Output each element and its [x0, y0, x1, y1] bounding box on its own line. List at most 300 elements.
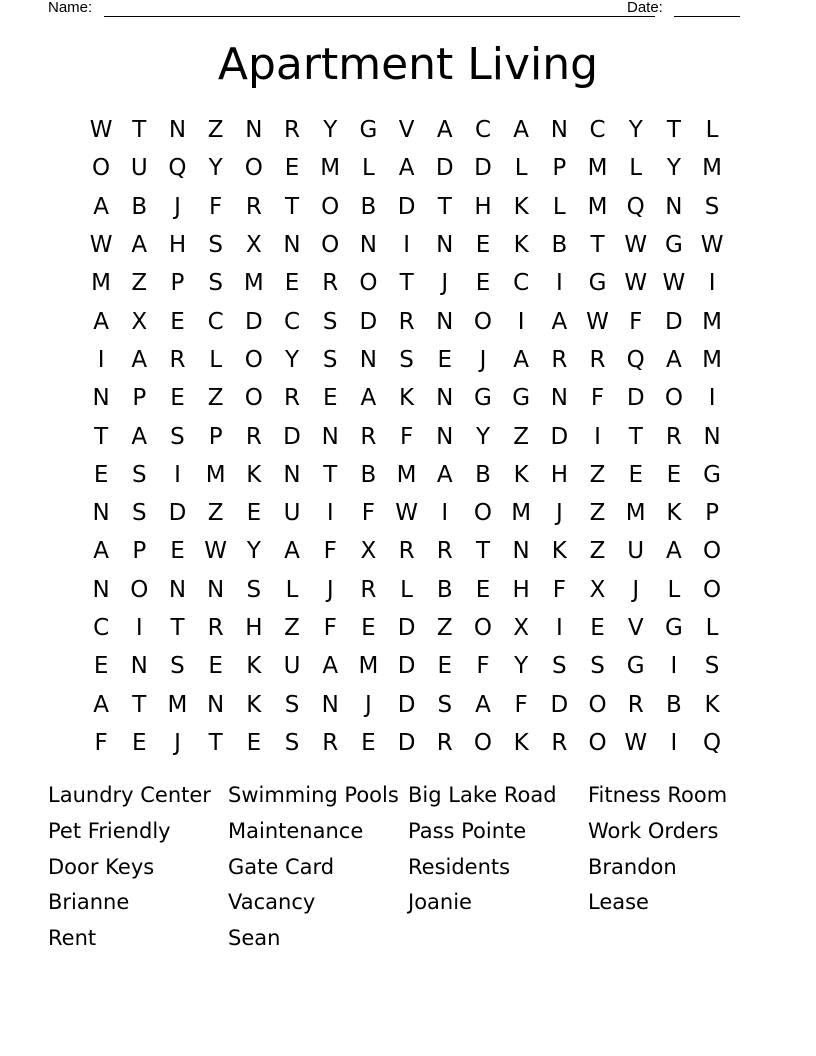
grid-letter[interactable]: C — [284, 308, 301, 335]
grid-letter[interactable]: D — [397, 729, 416, 756]
grid-letter[interactable]: S — [246, 576, 262, 603]
grid-letter[interactable]: Y — [666, 155, 681, 182]
grid-letter[interactable]: Z — [513, 423, 530, 450]
grid-letter[interactable]: N — [665, 193, 683, 220]
grid-letter[interactable]: A — [551, 308, 568, 335]
grid-letter[interactable]: A — [436, 117, 453, 144]
grid-letter[interactable]: F — [552, 576, 566, 603]
grid-letter[interactable]: R — [322, 270, 339, 297]
grid-letter[interactable]: M — [587, 193, 608, 220]
grid-letter[interactable]: Z — [207, 500, 224, 527]
grid-letter[interactable]: M — [702, 346, 723, 373]
grid-letter[interactable]: R — [398, 538, 415, 565]
grid-letter[interactable]: D — [359, 308, 378, 335]
grid-letter[interactable]: S — [322, 346, 338, 373]
grid-letter[interactable]: E — [322, 385, 338, 412]
grid-letter[interactable]: M — [358, 653, 379, 680]
grid-letter[interactable]: J — [555, 500, 563, 527]
grid-letter[interactable]: E — [132, 729, 147, 756]
grid-letter[interactable]: Z — [131, 270, 148, 297]
grid-letter[interactable]: H — [474, 193, 492, 220]
grid-letter[interactable]: T — [475, 538, 490, 565]
grid-letter[interactable]: N — [359, 346, 378, 373]
grid-letter[interactable]: Y — [208, 155, 223, 182]
grid-letter[interactable]: D — [665, 308, 683, 335]
grid-letter[interactable]: D — [626, 385, 645, 412]
grid-letter[interactable]: I — [97, 346, 105, 373]
grid-letter[interactable]: C — [93, 615, 110, 641]
grid-letter[interactable]: J — [479, 346, 487, 373]
grid-letter[interactable]: F — [476, 653, 490, 680]
grid-letter[interactable]: J — [632, 576, 640, 603]
grid-letter[interactable]: E — [93, 461, 109, 488]
grid-letter[interactable]: H — [512, 576, 530, 603]
grid-letter[interactable]: L — [667, 576, 681, 603]
grid-letter[interactable]: C — [207, 308, 224, 335]
grid-letter[interactable]: N — [436, 423, 454, 450]
grid-letter[interactable]: U — [130, 155, 148, 182]
grid-letter[interactable]: S — [208, 232, 223, 259]
grid-letter[interactable]: U — [283, 653, 301, 680]
grid-letter[interactable]: K — [513, 232, 529, 259]
grid-letter[interactable]: S — [552, 653, 567, 680]
grid-letter[interactable]: P — [132, 538, 147, 565]
grid-letter[interactable]: R — [284, 385, 301, 412]
grid-letter[interactable]: L — [209, 346, 223, 373]
grid-letter[interactable]: N — [283, 461, 301, 488]
grid-letter[interactable]: D — [474, 155, 492, 182]
grid-letter[interactable]: F — [590, 385, 605, 412]
grid-letter[interactable]: W — [395, 500, 418, 527]
grid-letter[interactable]: N — [321, 691, 339, 718]
grid-letter[interactable]: R — [245, 423, 262, 450]
grid-letter[interactable]: M — [243, 270, 264, 297]
grid-letter[interactable]: I — [708, 385, 716, 412]
grid-letter[interactable]: F — [361, 500, 376, 527]
grid-letter[interactable]: J — [365, 691, 372, 718]
grid-letter[interactable]: U — [627, 538, 645, 565]
grid-letter[interactable]: I — [670, 729, 678, 756]
grid-letter[interactable]: W — [89, 117, 113, 144]
grid-letter[interactable]: N — [92, 500, 110, 527]
grid-letter[interactable]: P — [208, 423, 223, 450]
grid-letter[interactable]: Y — [246, 538, 261, 565]
grid-letter[interactable]: R — [284, 117, 301, 144]
grid-letter[interactable]: J — [326, 576, 334, 603]
grid-letter[interactable]: T — [666, 117, 681, 144]
word-list-item: Maintenance — [228, 818, 364, 843]
date-blank-line[interactable] — [674, 16, 740, 17]
grid-letter[interactable]: M — [702, 155, 723, 182]
grid-row — [82, 456, 731, 494]
grid-letter[interactable]: M — [320, 155, 341, 182]
grid-letter[interactable]: O — [359, 270, 378, 297]
grid-letter[interactable]: O — [473, 615, 493, 641]
grid-letter[interactable]: N — [168, 576, 187, 603]
grid-letter[interactable]: D — [397, 691, 416, 718]
grid-letter[interactable]: N — [359, 232, 378, 259]
grid-letter[interactable]: T — [323, 461, 338, 488]
grid-letter[interactable]: S — [284, 729, 300, 756]
grid-letter[interactable]: E — [284, 155, 300, 182]
grid-letter[interactable]: A — [131, 346, 148, 373]
grid-letter[interactable]: L — [552, 193, 566, 220]
grid-letter[interactable]: E — [361, 729, 376, 756]
grid-letter[interactable]: Q — [703, 729, 722, 756]
grid-letter[interactable]: A — [360, 385, 377, 412]
grid-letter[interactable]: O — [588, 729, 607, 756]
grid-letter[interactable]: S — [284, 691, 300, 718]
grid-letter[interactable]: R — [245, 193, 262, 220]
grid-letter[interactable]: H — [245, 615, 263, 641]
grid-letter[interactable]: S — [704, 193, 720, 220]
grid-letter[interactable]: J — [441, 270, 449, 297]
grid-letter[interactable]: F — [209, 193, 223, 220]
grid-letter[interactable]: T — [628, 423, 643, 450]
grid-letter[interactable]: F — [323, 538, 337, 565]
grid-letter[interactable]: O — [703, 576, 722, 603]
grid-letter[interactable]: B — [666, 691, 682, 718]
grid-letter[interactable]: N — [703, 423, 721, 450]
grid-letter[interactable]: G — [512, 385, 531, 412]
grid-letter[interactable]: F — [629, 308, 643, 335]
grid-letter[interactable]: L — [285, 576, 299, 603]
grid-letter[interactable]: E — [170, 538, 185, 565]
grid-letter[interactable]: K — [513, 461, 529, 488]
grid-letter[interactable]: B — [131, 193, 148, 220]
grid-letter[interactable]: N — [321, 423, 339, 450]
grid-letter[interactable]: I — [135, 615, 143, 641]
word-list-item: Brandon — [588, 854, 677, 879]
grid-letter[interactable]: Y — [323, 117, 338, 144]
grid-letter[interactable]: D — [435, 155, 454, 182]
grid-letter[interactable]: T — [132, 117, 147, 144]
grid-letter[interactable]: E — [666, 461, 682, 488]
grid-row — [82, 532, 731, 570]
grid-letter[interactable]: F — [94, 729, 108, 756]
grid-letter[interactable]: I — [555, 270, 563, 297]
grid-letter[interactable]: X — [131, 308, 148, 335]
grid-letter[interactable]: N — [436, 308, 454, 335]
grid-letter[interactable]: K — [246, 691, 262, 718]
grid-letter[interactable]: A — [666, 346, 682, 373]
word-list-item: Laundry Center — [48, 783, 211, 807]
grid-letter[interactable]: K — [704, 691, 720, 718]
grid-letter[interactable]: E — [246, 729, 262, 756]
grid-letter[interactable]: Y — [285, 346, 300, 373]
grid-letter[interactable]: X — [360, 538, 377, 565]
grid-letter[interactable]: D — [397, 193, 416, 220]
grid-letter[interactable]: B — [360, 193, 377, 220]
grid-letter[interactable]: R — [398, 308, 415, 335]
grid-letter[interactable]: S — [170, 653, 185, 680]
grid-letter[interactable]: M — [396, 461, 417, 488]
grid-letter[interactable]: G — [664, 615, 683, 641]
grid-letter[interactable]: G — [664, 232, 683, 259]
grid-letter[interactable]: K — [551, 538, 567, 565]
grid-letter[interactable]: R — [360, 576, 377, 603]
grid-letter[interactable]: M — [587, 155, 608, 182]
grid-letter[interactable]: K — [246, 461, 262, 488]
grid-letter[interactable]: W — [624, 729, 648, 756]
word-list-item: Swimming Pools — [228, 783, 399, 807]
grid-letter[interactable]: D — [550, 423, 569, 450]
grid-row — [82, 264, 731, 302]
grid-letter[interactable]: A — [398, 155, 415, 182]
grid-letter[interactable]: S — [437, 691, 453, 718]
grid-letter[interactable]: L — [400, 576, 413, 603]
grid-letter[interactable]: N — [550, 117, 568, 144]
grid-letter[interactable]: R — [169, 346, 186, 373]
grid-letter[interactable]: V — [627, 615, 644, 641]
grid-letter[interactable]: I — [403, 232, 410, 259]
grid-letter[interactable]: O — [244, 155, 263, 182]
grid-letter[interactable]: A — [513, 117, 530, 144]
grid-letter[interactable]: O — [473, 308, 493, 335]
grid-letter[interactable]: Z — [207, 117, 224, 144]
grid-letter[interactable]: T — [132, 691, 147, 718]
grid-letter[interactable]: A — [93, 538, 109, 565]
grid-letter[interactable]: T — [437, 193, 452, 220]
grid-letter[interactable]: C — [589, 117, 606, 144]
grid-letter[interactable]: Q — [168, 155, 187, 182]
grid-letter[interactable]: F — [323, 615, 337, 641]
grid-letter[interactable]: N — [550, 385, 568, 412]
grid-letter[interactable]: A — [475, 691, 491, 718]
grid-letter[interactable]: G — [703, 461, 721, 488]
grid-letter[interactable]: K — [399, 385, 415, 412]
grid-letter[interactable]: G — [359, 117, 378, 144]
grid-letter[interactable]: Z — [589, 500, 606, 527]
grid-letter[interactable]: B — [551, 232, 568, 259]
grid-letter[interactable]: D — [397, 653, 416, 680]
grid-letter[interactable]: W — [89, 232, 113, 259]
grid-letter[interactable]: R — [322, 729, 339, 756]
grid-letter[interactable]: E — [628, 461, 643, 488]
grid-letter[interactable]: E — [284, 270, 300, 297]
name-blank-line[interactable] — [104, 16, 655, 17]
grid-letter[interactable]: N — [512, 538, 530, 565]
grid-letter[interactable]: P — [552, 155, 567, 182]
grid-letter[interactable]: I — [708, 270, 716, 297]
grid-letter[interactable]: E — [93, 653, 109, 680]
grid-letter[interactable]: R — [436, 538, 453, 565]
grid-letter[interactable]: X — [513, 615, 530, 641]
grid-letter[interactable]: N — [92, 576, 110, 603]
grid-letter[interactable]: R — [551, 346, 568, 373]
grid-letter[interactable]: X — [589, 576, 606, 603]
grid-letter[interactable]: B — [475, 461, 491, 488]
grid-letter[interactable]: D — [550, 691, 569, 718]
grid-letter[interactable]: E — [437, 653, 453, 680]
grid-letter[interactable]: O — [130, 576, 149, 603]
grid-letter[interactable]: O — [321, 193, 340, 220]
grid-letter[interactable]: S — [399, 346, 414, 373]
grid-letter[interactable]: E — [361, 615, 376, 641]
grid-letter[interactable]: O — [588, 691, 607, 718]
grid-letter[interactable]: S — [590, 653, 605, 680]
grid-letter[interactable]: M — [625, 500, 646, 527]
grid-letter[interactable]: J — [174, 729, 181, 756]
grid-letter[interactable]: R — [665, 423, 682, 450]
grid-letter[interactable]: E — [246, 500, 262, 527]
grid-letter[interactable]: A — [322, 653, 339, 680]
grid-letter[interactable]: K — [513, 193, 529, 220]
grid-letter[interactable]: W — [586, 308, 609, 335]
grid-letter[interactable]: N — [283, 232, 301, 259]
grid-letter[interactable]: L — [361, 155, 375, 182]
grid-letter[interactable]: X — [245, 232, 262, 259]
grid-letter[interactable]: S — [322, 308, 338, 335]
grid-letter[interactable]: E — [475, 232, 491, 259]
grid-letter[interactable]: H — [168, 232, 187, 259]
grid-letter[interactable]: N — [436, 232, 454, 259]
grid-letter[interactable]: A — [93, 691, 109, 718]
grid-letter[interactable]: O — [244, 346, 263, 373]
grid-letter[interactable]: O — [703, 538, 722, 565]
grid-letter[interactable]: A — [131, 232, 148, 259]
grid-letter[interactable]: Q — [626, 193, 645, 220]
grid-letter[interactable]: A — [284, 538, 300, 565]
grid-letter[interactable]: K — [246, 653, 262, 680]
grid-letter[interactable]: N — [92, 385, 110, 412]
grid-letter[interactable]: M — [91, 270, 112, 297]
grid-letter[interactable]: S — [704, 653, 720, 680]
grid-letter[interactable]: E — [170, 385, 185, 412]
grid-letter[interactable]: W — [662, 270, 686, 297]
grid-letter[interactable]: D — [244, 308, 263, 335]
grid-letter[interactable]: L — [705, 615, 719, 641]
grid-letter[interactable]: M — [205, 461, 226, 488]
grid-letter[interactable]: T — [285, 193, 300, 220]
grid-letter[interactable]: W — [624, 232, 648, 259]
grid-letter[interactable]: N — [245, 117, 263, 144]
grid-letter[interactable]: Z — [207, 385, 224, 412]
grid-letter[interactable]: E — [590, 615, 605, 641]
grid-letter[interactable]: R — [436, 729, 453, 756]
grid-letter[interactable]: W — [700, 232, 724, 259]
grid-letter[interactable]: M — [511, 500, 532, 527]
grid-letter[interactable]: A — [93, 193, 109, 220]
grid-letter[interactable]: S — [131, 461, 147, 488]
grid-letter[interactable]: E — [437, 346, 453, 373]
grid-letter[interactable]: Z — [284, 615, 300, 641]
grid-letter[interactable]: R — [589, 346, 606, 373]
grid-letter[interactable]: K — [513, 729, 529, 756]
grid-letter[interactable]: D — [168, 500, 187, 527]
grid-letter[interactable]: T — [399, 270, 414, 297]
grid-letter[interactable]: G — [626, 653, 645, 680]
grid-letter[interactable]: Y — [475, 423, 490, 450]
grid-letter[interactable]: D — [283, 423, 301, 450]
grid-letter[interactable]: R — [551, 729, 568, 756]
grid-letter[interactable]: R — [360, 423, 377, 450]
grid-letter[interactable]: B — [436, 576, 453, 603]
grid-letter[interactable]: I — [441, 500, 449, 527]
grid-letter[interactable]: N — [130, 653, 148, 680]
grid-letter[interactable]: A — [513, 346, 530, 373]
grid-letter[interactable]: T — [170, 615, 185, 641]
grid-letter[interactable]: E — [208, 653, 223, 680]
grid-letter[interactable]: O — [244, 385, 263, 412]
grid-letter[interactable]: E — [475, 270, 491, 297]
grid-letter[interactable]: Q — [626, 346, 645, 373]
grid-letter[interactable]: Z — [589, 538, 606, 565]
grid-letter[interactable]: W — [204, 538, 228, 565]
grid-letter[interactable]: N — [207, 576, 225, 603]
grid-letter[interactable]: G — [474, 385, 492, 412]
grid-letter[interactable]: A — [666, 538, 682, 565]
grid-letter[interactable]: J — [174, 193, 181, 220]
grid-letter[interactable]: B — [360, 461, 377, 488]
grid-letter[interactable]: N — [436, 385, 454, 412]
grid-letter[interactable]: R — [627, 691, 644, 718]
grid-letter[interactable]: W — [624, 270, 648, 297]
name-label: Name: — [48, 0, 93, 16]
grid-letter[interactable]: I — [326, 500, 334, 527]
grid-letter[interactable]: L — [514, 155, 528, 182]
grid-letter[interactable]: Z — [436, 615, 453, 641]
grid-letter[interactable]: T — [208, 729, 223, 756]
grid-letter[interactable]: A — [131, 423, 148, 450]
grid-letter[interactable]: E — [170, 308, 185, 335]
grid-letter[interactable]: P — [705, 500, 720, 527]
grid-letter[interactable]: M — [702, 308, 723, 335]
grid-letter[interactable]: U — [283, 500, 301, 527]
grid-letter[interactable]: I — [670, 653, 678, 680]
grid-letter[interactable]: N — [168, 117, 187, 144]
grid-letter[interactable]: I — [555, 615, 563, 641]
grid-letter[interactable]: G — [588, 270, 607, 297]
grid-letter[interactable]: L — [629, 155, 643, 182]
grid-letter[interactable]: S — [170, 423, 185, 450]
grid-letter[interactable]: Z — [589, 461, 606, 488]
grid-letter[interactable]: L — [705, 117, 719, 144]
grid-letter[interactable]: P — [170, 270, 185, 297]
grid-letter[interactable]: A — [436, 461, 453, 488]
grid-letter[interactable]: A — [93, 308, 109, 335]
grid-letter[interactable]: E — [475, 576, 491, 603]
grid-letter[interactable]: C — [513, 270, 530, 297]
grid-letter[interactable]: F — [399, 423, 414, 450]
word-list-item: Residents — [408, 854, 511, 879]
grid-letter[interactable]: M — [167, 691, 188, 718]
grid-letter[interactable]: F — [514, 691, 528, 718]
grid-letter[interactable]: T — [590, 232, 605, 259]
grid-letter[interactable]: I — [174, 461, 181, 488]
grid-letter[interactable]: V — [398, 117, 415, 144]
grid-letter[interactable]: S — [208, 270, 223, 297]
grid-letter[interactable]: O — [92, 155, 111, 182]
grid-letter[interactable]: O — [473, 500, 493, 527]
grid-letter[interactable]: Y — [514, 653, 529, 680]
grid-letter[interactable]: C — [474, 117, 491, 144]
grid-letter[interactable]: P — [132, 385, 147, 412]
grid-letter[interactable]: O — [664, 385, 683, 412]
grid-letter[interactable]: Y — [628, 117, 643, 144]
grid-letter[interactable]: I — [594, 423, 601, 450]
grid-letter[interactable]: D — [397, 615, 416, 641]
grid-letter[interactable]: H — [550, 461, 568, 488]
grid-letter[interactable]: N — [207, 691, 225, 718]
grid-letter[interactable]: S — [131, 500, 147, 527]
grid-letter[interactable]: O — [473, 729, 493, 756]
grid-letter[interactable]: O — [321, 232, 340, 259]
grid-letter[interactable]: R — [207, 615, 224, 641]
grid-letter[interactable]: I — [517, 308, 525, 335]
grid-letter[interactable]: T — [94, 423, 109, 450]
grid-letter[interactable]: K — [666, 500, 682, 527]
